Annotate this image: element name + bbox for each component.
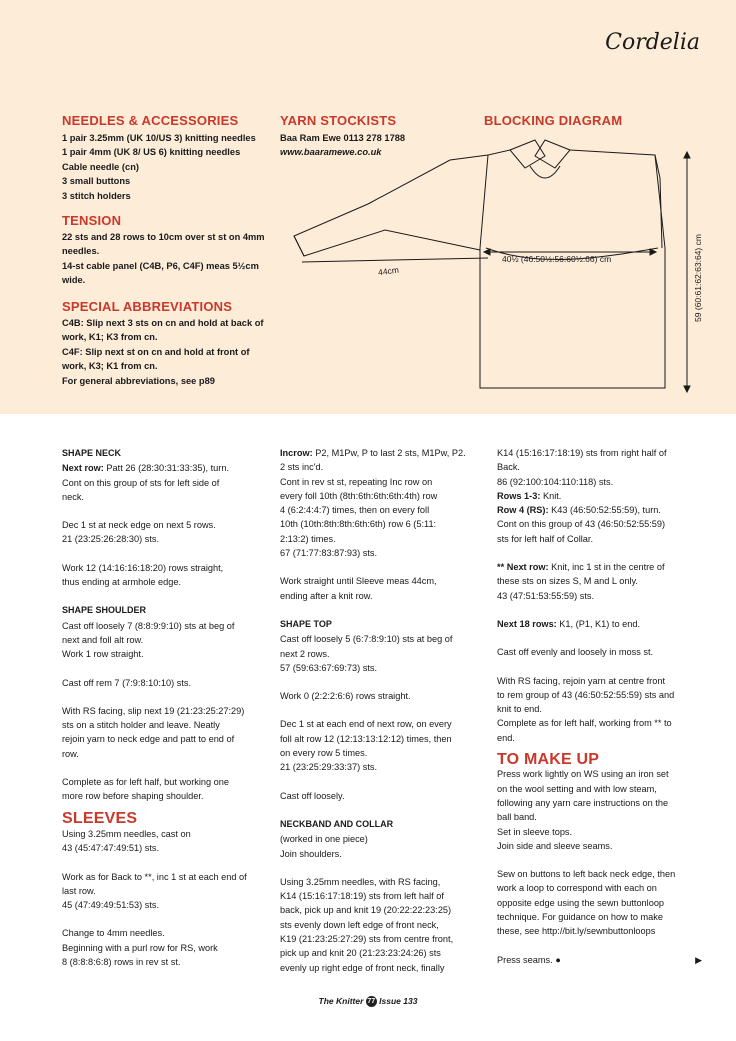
c4f-text: Slip next st on cn and hold at front of [82,346,250,357]
tension-heading: TENSION [62,213,122,228]
paragraph [497,674,712,745]
instruction-text: 21 (23:25:26:28:30) sts. [62,534,160,545]
instruction-term: Row 4 (RS): [497,505,549,516]
instruction-text: these sts on sizes S, M and L only. [497,576,638,587]
instruction-text: ball band. [497,812,537,823]
blocking-diagram-section [484,114,622,129]
instruction-text: Join side and sleeve seams. [497,840,613,851]
paragraph [62,676,272,690]
instruction-term: Next 18 rows: [497,618,557,629]
instruction-text: Cont on this group of 43 (46:50:52:55:59) [497,519,666,530]
instruction-text: pick up and knit 20 (21:23:23:24:26) sts [280,948,441,959]
paragraph [497,953,712,967]
instruction-text: on every row 5 times. [280,748,368,759]
instruction-text: knit to end. [497,704,542,715]
instruction-text: 45 (47:49:49:51:53) sts. [62,900,160,911]
instruction-text: Complete as for left half, working from ** to [497,718,672,729]
c4b-text: work, K1; K3 from cn. [62,332,158,342]
needles-line: 1 pair 4mm (UK 8/ US 6) knitting needles [62,147,241,157]
instruction-text: Cast off rem 7 (7:9:8:10:10) sts. [62,677,192,688]
paragraph [62,619,272,662]
tension-line: wide. [62,275,86,285]
instruction-text: every foll 10th (8th:6th:6th:6th:4th) row [280,490,438,501]
paragraph [497,867,712,938]
paragraph [497,767,712,853]
shape-shoulder-heading: SHAPE SHOULDER [62,605,147,616]
instruction-term: Next row: [62,463,104,474]
instruction-text: Using 3.25mm needles, with RS facing, [280,876,441,887]
instruction-text: Work as for Back to **, inc 1 st at each end of [62,871,247,882]
paragraph [280,632,492,675]
yarn-heading: YARN STOCKISTS [280,113,397,128]
paragraph [62,926,272,969]
stockist-name: Baa Ram Ewe 0113 278 1788 [280,132,406,143]
instruction-text: Press work lightly on WS using an iron set [497,769,669,780]
instruction-text: Dec 1 st at each end of next row, on every [280,719,452,730]
column-1 [62,446,272,983]
end-mark-icon: ● [555,954,561,965]
instruction-text: row. [62,748,79,759]
paragraph [280,689,492,703]
column-3 [497,446,712,981]
instruction-text: sts on a stitch holder and leave. Neatly [62,720,220,731]
page-number: 77 [367,998,376,1006]
instruction-text: 10th (10th:8th:8th:6th:6th) row 6 (5:11: [280,519,437,530]
instruction-text: 67 (71:77:83:87:93) sts. [280,548,378,559]
instruction-text: Cast off evenly and loosely in moss st. [497,647,654,658]
instruction-text: Dec 1 st at neck edge on next 5 rows. [62,520,216,531]
instruction-text: With RS facing, rejoin yarn at centre front [497,675,665,686]
paragraph [497,617,712,631]
instruction-text: 57 (59:63:67:69:73) sts. [280,662,378,673]
instruction-text: K19 (21:23:25:27:29) sts from centre front, [280,934,454,945]
paragraph [280,789,492,803]
shape-neck-heading: SHAPE NECK [62,448,122,458]
needles-section [62,114,256,203]
instruction-text: Set in sleeve tops. [497,826,573,837]
instruction-text: last row. [62,885,96,896]
instruction-text: following any yarn care instructions on the [497,797,669,808]
instruction-text: Work 0 (2:2:2:6:6) rows straight. [280,691,411,702]
instruction-text: K14 (15:16:17:18:19) sts from left half of [280,891,444,902]
instruction-text: opposite edge using the sewn buttonloop [497,897,665,908]
paragraph [62,518,272,547]
needles-line: Cable needle (cn) [62,161,139,172]
paragraph [280,717,492,774]
needles-line: 3 small buttons [62,176,131,186]
instruction-text: Change to 4mm needles. [62,928,165,939]
instruction-text: 8 (8:8:8:6:8) rows in rev st st. [62,957,181,968]
sleeve-length-label: 44cm [377,264,400,278]
instruction-text: K1, (P1, K1) to end. [556,618,640,629]
issue-number: Issue 133 [379,996,418,1006]
instruction-text: 86 (92:100:104:110:118) sts. [497,476,614,487]
instruction-text: Work 1 row straight. [62,649,144,660]
special-abbreviations-section [62,300,263,388]
length-label: 59 (60:61:62:63:64) cm [693,234,703,322]
instruction-text: 4 (6:2:4:4:7) times, then on every foll [280,505,430,516]
tension-section [62,214,265,288]
paragraph [280,574,492,603]
instruction-text: 43 (45:47:47:49:51) sts. [62,843,160,854]
instruction-term: ** Next row: [497,562,549,573]
instruction-text: P2, M1Pw, P to last 2 sts, M1Pw, P2. [312,448,466,458]
instruction-text: 2 sts inc'd. [280,462,324,473]
instruction-text: Sew on buttons to left back neck edge, then [497,869,676,880]
tension-line: 22 sts and 28 rows to 10cm over st st on 4mm [62,231,265,242]
instruction-text: sts for left half of Collar. [497,533,593,544]
c4b-term: C4B: [62,317,84,328]
column-2 [280,446,492,989]
paragraph [280,446,492,560]
instruction-text: neck. [62,491,84,502]
instruction-text: Cast off loosely 7 (8:8:9:9:10) sts at beg of [62,620,235,631]
tension-line: 14-st cable panel (C4B, P6, C4F) meas 5½cm [62,260,259,271]
instruction-text: Cont in rev st st, repeating Inc row on [280,476,433,487]
neckband-heading: NECKBAND AND COLLAR [280,818,394,829]
needles-line: 1 pair 3.25mm (UK 10/US 3) knitting needles [62,132,256,143]
instruction-text: Back. [497,462,520,473]
instruction-text: Join shoulders. [280,848,342,859]
general-abbreviations-note: For general abbreviations, see p89 [62,375,215,386]
instruction-text: on the wool setting and with low steam, [497,783,657,794]
instruction-text: foll alt row 12 (12:13:13:12:12) times, then [280,733,452,744]
instruction-text: thus ending at armhole edge. [62,577,182,588]
paragraph [497,446,712,546]
instruction-text: back, pick up and knit 19 (20:22:22:23:25) [280,905,452,916]
instruction-text: Knit, inc 1 st in the centre of [548,562,665,573]
instruction-term: Rows 1-3: [497,490,541,501]
c4b-text: Slip next 3 sts on cn and hold at back of [83,317,264,328]
paragraph [497,645,712,659]
magazine-name: The Knitter [318,996,364,1006]
paragraph [62,461,272,504]
width-label: 40½ (46:50½:56:60½:66) cm [502,254,612,264]
instruction-text: Press seams. [497,954,553,965]
paragraph [497,560,712,603]
instruction-term: Incrow: [280,448,313,458]
instruction-text: end. [497,732,515,743]
instruction-text: sts evenly down left edge of front neck, [280,919,439,930]
sewn-buttonloops-link[interactable]: these, see http://bit.ly/sewnbuttonloops [497,926,656,937]
paragraph [280,832,492,861]
instruction-text: 21 (23:25:29:33:37) sts. [280,762,378,773]
paragraph [62,561,272,590]
instruction-text: Work straight until Sleeve meas 44cm, [280,576,437,587]
instruction-text: rejoin yarn to neck edge and patt to end of [62,734,235,745]
paragraph [62,827,272,856]
sleeves-heading: SLEEVES [62,809,138,827]
continue-arrow-icon: ▶ [695,954,702,965]
instruction-text: technique. For guidance on how to make [497,912,663,923]
instruction-text: Patt 26 (28:30:31:33:35), turn. [103,463,230,474]
instruction-text: With RS facing, slip next 19 (21:23:25:27:29) [62,705,245,716]
special-heading: SPECIAL ABBREVIATIONS [62,299,233,314]
instruction-text: 43 (47:51:53:55:59) sts. [497,590,595,601]
paragraph [62,775,272,804]
make-up-heading: TO MAKE UP [497,751,600,769]
instruction-text: Cont on this group of sts for left side of [62,477,220,488]
instruction-text: next 2 rows. [280,648,330,659]
needles-line: 3 stitch holders [62,190,131,201]
paragraph [62,704,272,761]
instruction-text: Cast off loosely. [280,790,345,801]
paragraph [62,870,272,913]
instruction-text: Knit. [540,490,562,501]
pattern-title: Cordelia [605,30,700,55]
instruction-text: Work 12 (14:16:16:18:20) rows straight, [62,562,224,573]
c4f-text: work, K3; K1 from cn. [62,361,158,371]
c4f-term: C4F: [62,346,83,357]
blocking-heading: BLOCKING DIAGRAM [484,113,623,128]
instruction-text: K43 (46:50:52:55:59), turn. [548,505,661,516]
stockist-website[interactable]: www.baaramewe.co.uk [280,147,382,157]
instruction-text: more row before shaping shoulder. [62,791,204,802]
instruction-text: Cast off loosely 5 (6:7:8:9:10) sts at beg of [280,634,453,645]
instruction-text: Complete as for left half, but working one [62,777,229,788]
instruction-text: work a loop to correspond with each on [497,883,657,894]
instruction-text: evenly up right edge of front neck, finally [280,962,445,973]
blocking-diagram [290,138,720,406]
page-footer [0,996,736,1007]
instruction-text: to rem group of 43 (46:50:52:55:59) sts and [497,689,675,700]
instruction-text: 2:13:2) times. [280,533,336,544]
instruction-text: Beginning with a purl row for RS, work [62,942,218,953]
shape-top-heading: SHAPE TOP [280,618,332,629]
instruction-text: next and foll alt row. [62,634,144,645]
tension-line: needles. [62,246,100,256]
instruction-text: K14 (15:16:17:18:19) sts from right half of [497,448,667,458]
instruction-text: ending after a knit row. [280,590,373,601]
needles-heading: NEEDLES & ACCESSORIES [62,113,239,128]
paragraph [280,875,492,975]
instruction-text: (worked in one piece) [280,834,368,845]
instruction-text: Using 3.25mm needles, cast on [62,828,191,839]
sweater-outline [290,138,720,406]
